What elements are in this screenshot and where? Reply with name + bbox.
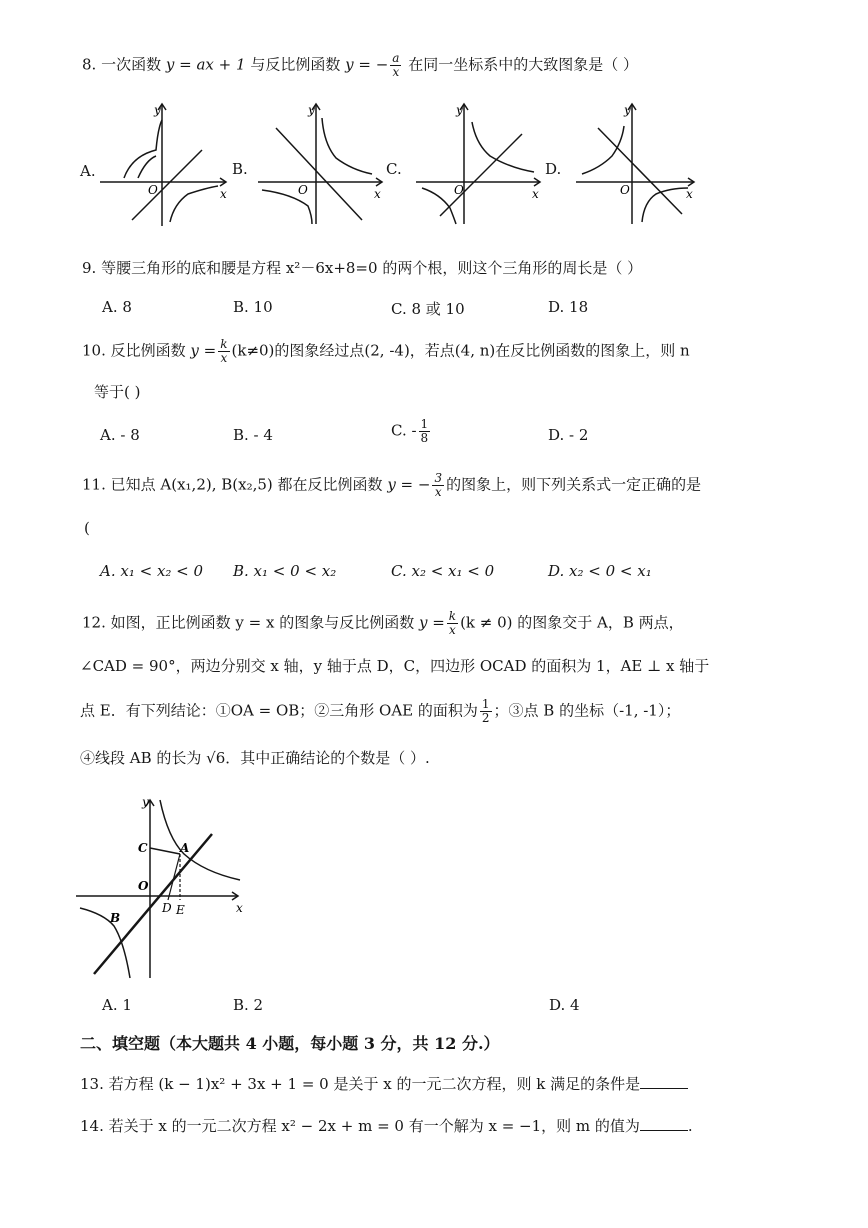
q11-option-d[interactable]: D. x₂ < 0 < x₁ [548, 562, 652, 580]
origin-label: O [298, 183, 308, 197]
q13-stem [80, 1074, 688, 1094]
fig-d-label: D [162, 901, 172, 915]
q10-text-1: 10. 反比例函数 [82, 341, 186, 360]
axis-y-label: y [154, 103, 161, 117]
q12-line-3 [80, 698, 680, 725]
q14-answer-blank[interactable] [640, 1116, 688, 1131]
q14-text: 14. 若关于 x 的一元二次方程 x² − 2x + m = 0 有一个解为 x = −1，则 m 的值为 [80, 1117, 640, 1135]
q12-option-b[interactable]: B. 2 [233, 996, 264, 1014]
origin-label: O [620, 183, 630, 197]
q8-stem [82, 52, 638, 79]
q11-option-b[interactable]: B. x₁ < 0 < x₂ [233, 562, 337, 580]
q14-stem [80, 1116, 693, 1136]
q8-option-d[interactable]: D. [545, 160, 562, 178]
q9-option-a[interactable]: A. 8 [102, 298, 132, 316]
q12-option-d[interactable]: D. 4 [549, 996, 580, 1014]
q12-fraction: $\frac{k}{x}$ [448, 609, 457, 637]
origin-label: O [148, 183, 158, 197]
q12-line-2: ∠CAD = 90°，两边分别交 x 轴，y 轴于点 D，C，四边形 OCAD 的面积为 1，AE ⊥ x 轴于 [80, 657, 710, 675]
fig-e-label: E [176, 903, 185, 917]
q8-inverse-function: y = − [345, 55, 389, 74]
q10-function: y = [190, 341, 217, 360]
q10-option-c[interactable] [391, 418, 432, 445]
q8-text-2: 与反比例函数 [250, 55, 341, 74]
q9-stem: 9. 等腰三角形的底和腰是方程 x²－6x+8=0 的两个根，则这个三角形的周长是（ ） [82, 259, 643, 277]
q11-function: y = − [387, 475, 431, 494]
q12-figure [72, 788, 262, 988]
q8-linear-function: y = ax + 1 [165, 55, 246, 74]
q8-graph-d [570, 98, 710, 228]
q8-graph-b [252, 98, 392, 228]
origin-label: O [454, 183, 464, 197]
q11-text-2: 的图象上，则下列关系式一定正确的是 [446, 475, 702, 494]
q13-text: 13. 若方程 (k − 1)x² + 3x + 1 = 0 是关于 x 的一元二次方程，则 k 满足的条件是 [80, 1075, 641, 1093]
axis-x-label: x [374, 187, 381, 201]
q8-graph-c [410, 98, 550, 228]
q8-number: 8. [82, 55, 97, 74]
q10-line-2: 等于( ) [94, 383, 141, 401]
q10-option-c-label: C. - [391, 421, 417, 440]
q9-option-b[interactable]: B. 10 [233, 298, 273, 316]
axis-y-label: y [624, 103, 631, 117]
q10-stem [82, 338, 690, 365]
q12-stem [82, 610, 684, 637]
q12-line-4: ④线段 AB 的长为 √6．其中正确结论的个数是（ ）. [80, 749, 430, 767]
axis-y-label: y [456, 103, 463, 117]
axis-x-label: x [220, 187, 227, 201]
q8-option-c[interactable]: C. [386, 160, 402, 178]
q12-text-1: 12. 如图，正比例函数 y = x 的图象与反比例函数 [82, 613, 415, 632]
q10-option-b[interactable]: B. - 4 [233, 426, 273, 444]
axis-x-label: x [532, 187, 539, 201]
q8-text-3: 在同一坐标系中的大致图象是（ ） [408, 55, 638, 74]
q9-option-d[interactable]: D. 18 [548, 298, 589, 316]
q14-end: . [687, 1117, 693, 1135]
q12-line-3a: 点 E．有下列结论：①OA = OB；②三角形 OAE 的面积为 [80, 701, 478, 720]
q12-line-3b: ；③点 B 的坐标（-1, -1）； [493, 701, 681, 720]
q13-answer-blank[interactable] [640, 1074, 688, 1089]
fig-b-label: B [110, 911, 121, 925]
q8-option-a[interactable]: A. [80, 162, 96, 180]
q10-text-2: (k≠0)的图象经过点(2, -4)，若点(4, n)在反比例函数的图象上，则 n [231, 341, 690, 360]
q10-option-a[interactable]: A. - 8 [100, 426, 140, 444]
q12-option-a[interactable]: A. 1 [102, 996, 132, 1014]
q8-graph-a [98, 98, 238, 228]
q8-fraction: $\frac{a}{x}$ [392, 51, 400, 79]
fig-c-label: C [138, 841, 148, 855]
axis-x-label: x [686, 187, 693, 201]
q11-option-a[interactable]: A. x₁ < x₂ < 0 [100, 562, 204, 580]
section-2-title: 二、填空题（本大题共 4 小题，每小题 3 分，共 12 分.） [80, 1034, 500, 1053]
q11-option-c[interactable]: C. x₂ < x₁ < 0 [391, 562, 495, 580]
q11-line-2: ( [84, 519, 90, 537]
q10-option-d[interactable]: D. - 2 [548, 426, 589, 444]
q8-text-1: 一次函数 [101, 55, 162, 74]
q12-function: y = [418, 613, 445, 632]
q10-option-c-fraction: $\frac{1}{8}$ [420, 417, 429, 445]
q12-text-2: (k ≠ 0) 的图象交于 A，B 两点， [460, 613, 684, 632]
q9-option-c[interactable]: C. 8 或 10 [391, 300, 465, 318]
fig-o-label: O [138, 879, 149, 893]
q11-text-1: 11. 已知点 A(x₁,2), B(x₂,5) 都在反比例函数 [82, 475, 383, 494]
fig-x-label: x [236, 901, 243, 915]
q12-line-3-fraction: $\frac{1}{2}$ [481, 697, 490, 725]
axis-y-label: y [308, 103, 315, 117]
q11-stem [82, 472, 701, 499]
q10-fraction: $\frac{k}{x}$ [220, 337, 228, 365]
q11-fraction: $\frac{3}{x}$ [434, 471, 443, 499]
fig-a-label: A [180, 841, 190, 855]
q8-option-b[interactable]: B. [232, 160, 248, 178]
fig-y-label: y [142, 795, 149, 809]
